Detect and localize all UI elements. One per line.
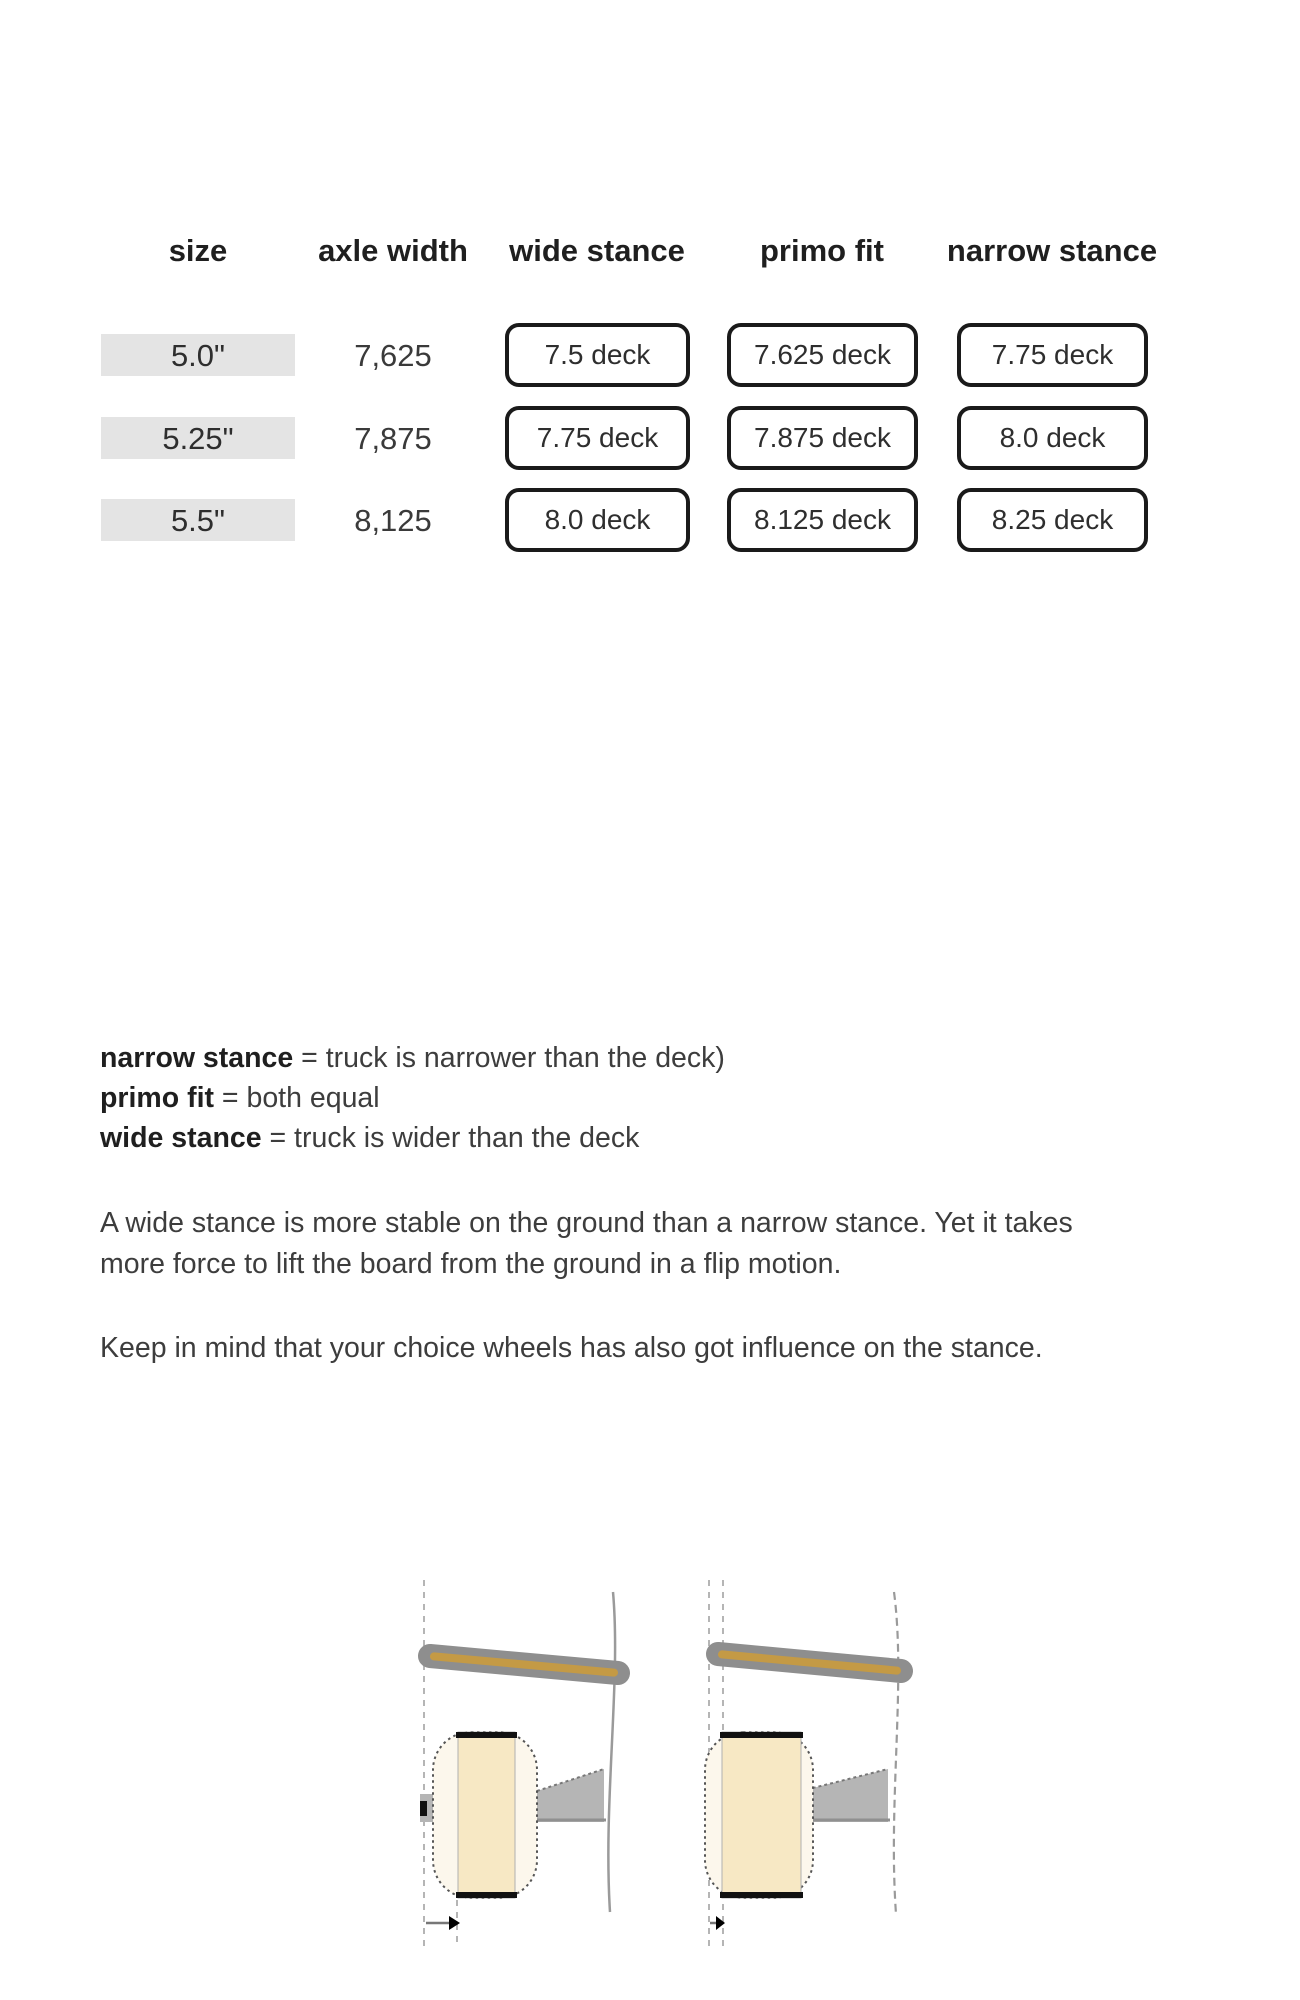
wheel-face (458, 1732, 515, 1898)
deck-edge-curve (894, 1592, 898, 1914)
definition-text: = truck is narrower than the deck) (293, 1042, 725, 1074)
left-truck-illustration (420, 1580, 618, 1948)
primo-fit-deck-box: 7.875 deck (727, 406, 918, 470)
wheels-note-paragraph: Keep in mind that your choice wheels has also got influence on the stance. (100, 1332, 1043, 1364)
definition-term: narrow stance (100, 1042, 294, 1074)
wheel-edge-bottom (456, 1892, 517, 1898)
definition-term: primo fit (100, 1082, 214, 1114)
paragraph-line: A wide stance is more stable on the ground than a narrow stance. Yet it takes (100, 1207, 1073, 1239)
column-header-primo-fit: primo fit (760, 233, 884, 268)
column-header-axle-width: axle width (318, 233, 468, 268)
narrow-stance-deck-box: 7.75 deck (957, 323, 1148, 387)
wheel-edge-top (456, 1732, 517, 1738)
definition-text: = truck is wider than the deck (261, 1122, 640, 1154)
size-cell: 5.0" (101, 334, 295, 376)
deck-edge-curve (608, 1592, 615, 1912)
offset-arrowhead (449, 1916, 460, 1930)
wide-stance-deck-box: 8.0 deck (505, 488, 690, 552)
axle-width-cell: 7,875 (354, 421, 432, 456)
definition-narrow-stance (100, 1038, 725, 1078)
narrow-stance-deck-box: 8.0 deck (957, 406, 1148, 470)
axle-width-cell: 7,625 (354, 338, 432, 373)
paragraph-line: more force to lift the board from the ground in a flip motion. (100, 1248, 842, 1280)
truck-hanger (801, 1769, 888, 1822)
column-header-wide-stance: wide stance (509, 233, 685, 268)
truck-stance-diagram (350, 1570, 1000, 2000)
stance-definitions (100, 1038, 725, 1158)
definition-text: = both equal (214, 1082, 380, 1114)
right-truck-illustration (705, 1580, 901, 1948)
stability-paragraph (100, 1203, 1180, 1285)
definition-primo-fit (100, 1078, 725, 1118)
wheel-face (722, 1732, 801, 1898)
wheel-edge-bottom (720, 1892, 803, 1898)
narrow-stance-deck-box: 8.25 deck (957, 488, 1148, 552)
axle-nut-tip (420, 1801, 427, 1816)
size-cell: 5.5" (101, 499, 295, 541)
wide-stance-deck-box: 7.75 deck (505, 406, 690, 470)
truck-hanger (537, 1769, 604, 1822)
definition-term: wide stance (100, 1122, 262, 1154)
primo-fit-deck-box: 8.125 deck (727, 488, 918, 552)
column-header-narrow-stance: narrow stance (946, 233, 1158, 268)
axle-width-cell: 8,125 (354, 503, 432, 538)
definition-wide-stance (100, 1118, 725, 1158)
size-cell: 5.25" (101, 417, 295, 459)
wide-stance-deck-box: 7.5 deck (505, 323, 690, 387)
primo-fit-deck-box: 7.625 deck (727, 323, 918, 387)
column-header-size: size (168, 233, 228, 268)
wheel-edge-top (720, 1732, 803, 1738)
